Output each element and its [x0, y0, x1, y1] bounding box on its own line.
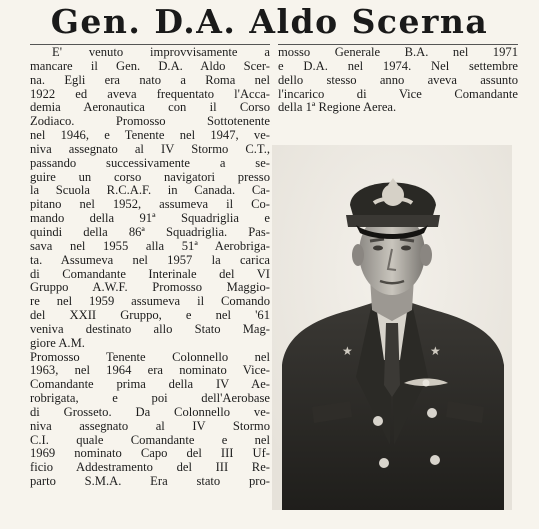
text-line: mancare il Gen. D.A. Aldo Scer- — [30, 59, 270, 73]
text-line: na. Egli era nato a Roma nel — [30, 73, 270, 87]
text-line: giore A.M. — [30, 336, 85, 350]
text-line: re nel 1959 assumeva il Comando — [30, 295, 270, 309]
text-line: veniva destinato allo Stato Mag- — [30, 322, 270, 336]
text-line: pitano nel 1952, assumeva il Co- — [30, 198, 270, 212]
text-line: niva assegnato al IV Stormo C.T., — [30, 142, 270, 156]
text-line: passando successivamente a se- — [30, 156, 270, 170]
portrait-photo — [272, 145, 512, 510]
text-line: E' venuto improvvisamente a — [52, 46, 270, 59]
text-line: la Scuola R.C.A.F. in Canada. Ca- — [30, 184, 270, 198]
headline: Gen. D.A. Aldo Scerna — [50, 2, 489, 41]
text-line: 1922 ed aveva frequentato l'Acca- — [30, 87, 270, 101]
text-line: di Grosseto. Da Colonnello ve- — [30, 405, 270, 419]
text-line: sava nel 1955 alla 51ª Aerobriga- — [30, 239, 270, 253]
text-line: Zodiaco. Promosso Sottotenente — [30, 115, 270, 129]
text-line: Comandante prima della IV Ae- — [30, 378, 270, 392]
text-line: ficio Addestramento del III Re- — [30, 461, 270, 475]
article-column-right — [278, 46, 518, 115]
text-line: della 1ª Regione Aerea. — [278, 101, 397, 115]
text-line: demia Aeronautica con il Corso — [30, 101, 270, 115]
text-line: 1969 nominato Capo del III Uf- — [30, 447, 270, 461]
text-line: robrigata, e poi dell'Aerobase — [30, 392, 270, 406]
column-rule-right — [278, 44, 518, 45]
text-line: e D.A. nel 1974. Nel settembre — [278, 59, 518, 73]
text-line: di Comandante Interinale del VI — [30, 267, 270, 281]
svg-text:★: ★ — [430, 344, 441, 358]
text-line: l'incarico di Vice Comandante — [278, 87, 518, 101]
text-line: 1963, nel 1964 era nominato Vice- — [30, 364, 270, 378]
text-line: Promosso Tenente Colonnello nel — [30, 350, 270, 364]
text-line: guire un corso navigatori presso — [30, 170, 270, 184]
text-line: nel 1946, e Tenente nel 1947, ve- — [30, 129, 270, 143]
text-line: mando della 91ª Squadriglia e — [30, 212, 270, 226]
text-line: ta. Assumeva nel 1957 la carica — [30, 253, 270, 267]
text-line: parto S.M.A. Era stato pro- — [30, 475, 270, 489]
text-line: dello stesso anno aveva assunto — [278, 73, 518, 87]
text-line: del XXII Gruppo, e nel '61 — [30, 309, 270, 323]
text-line: niva assegnato al IV Stormo — [30, 419, 270, 433]
article-column-left — [30, 46, 270, 489]
text-line: C.I. quale Comandante e nel — [30, 433, 270, 447]
text-line: Gruppo A.W.F. Promosso Maggio- — [30, 281, 270, 295]
portrait-illustration — [272, 145, 512, 510]
column-rule-left — [30, 44, 270, 45]
text-line: quindi della 86ª Squadriglia. Pas- — [30, 225, 270, 239]
svg-text:★: ★ — [342, 344, 353, 358]
text-line: mosso Generale B.A. nel 1971 — [278, 46, 518, 59]
